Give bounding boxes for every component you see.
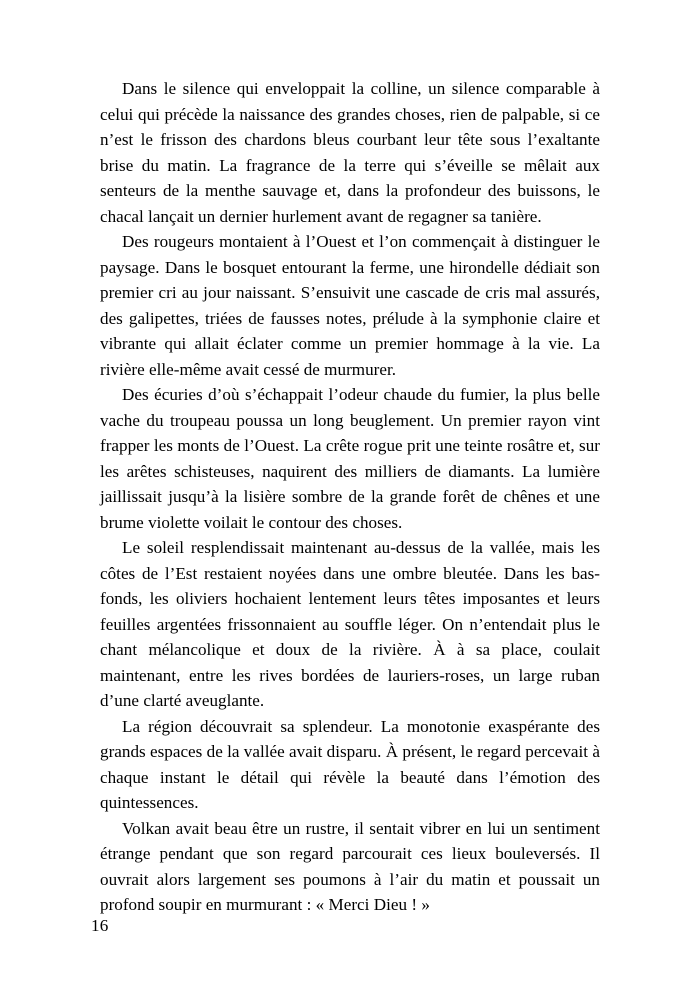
paragraph: Le soleil resplendissait maintenant au-dessus de la vallée, mais les côtes de l’Est restaient noyées dans une ombre bleutée. Dans les bas-fonds, les oliviers hochaient lentement leurs têtes imposantes et leurs feuilles argentées frissonnaient au souffle léger. On n’entendait plus le chant mélancolique et doux de la rivière. À à sa place, coulait maintenant, entre les rives bordées de lauriers-roses, un large ruban d’une clarté aveuglante. [100,538,600,710]
paragraph: La région découvrait sa splendeur. La monotonie exaspérante des grands espaces de la vallée avait disparu. À présent, le regard percevait à chaque instant le détail qui révèle la beauté dans l’émotion des quintessences. [100,716,600,812]
body-text-block [100,76,600,918]
page-number: 16 [91,916,109,935]
paragraph: Dans le silence qui enveloppait la colline, un silence comparable à celui qui précède la naissance des grandes choses, rien de palpable, si ce n’est le frisson des chardons bleus courbant leur tête sous l’exaltante brise du matin. La fragrance de la terre qui s’éveille se mêlait aux senteurs de la menthe sauvage et, dans la profondeur des buissons, le chacal lançait un dernier hurlement avant de regagner sa tanière. [100,79,600,226]
paragraph: Des écuries d’où s’échappait l’odeur chaude du fumier, la plus belle vache du troupeau poussa un long beuglement. Un premier rayon vint frapper les monts de l’Ouest. La crête rogue prit une teinte rosâtre et, sur les arêtes schisteuses, naquirent des milliers de diamants. La lumière jaillissait jusqu’à la lisière sombre de la grande forêt de chênes et une brume violette voilait le contour des choses. [100,385,600,532]
paragraph: Volkan avait beau être un rustre, il sentait vibrer en lui un sentiment étrange pendant que son regard parcourait ces lieux bouleversés. Il ouvrait alors largement ses poumons à l’air du matin et poussait un profond soupir en murmurant : « Merci Dieu ! » [100,818,600,914]
paragraph: Des rougeurs montaient à l’Ouest et l’on commençait à distinguer le paysage. Dans le bosquet entourant la ferme, une hirondelle dédiait son premier cri au jour naissant. S’ensuivit une cascade de cris mal assurés, des galipettes, triées de fausses notes, prélude à la symphonie claire et vibrante qui allait éclater comme un premier hommage à la vie. La rivière elle-même avait cessé de murmurer. [100,232,600,379]
